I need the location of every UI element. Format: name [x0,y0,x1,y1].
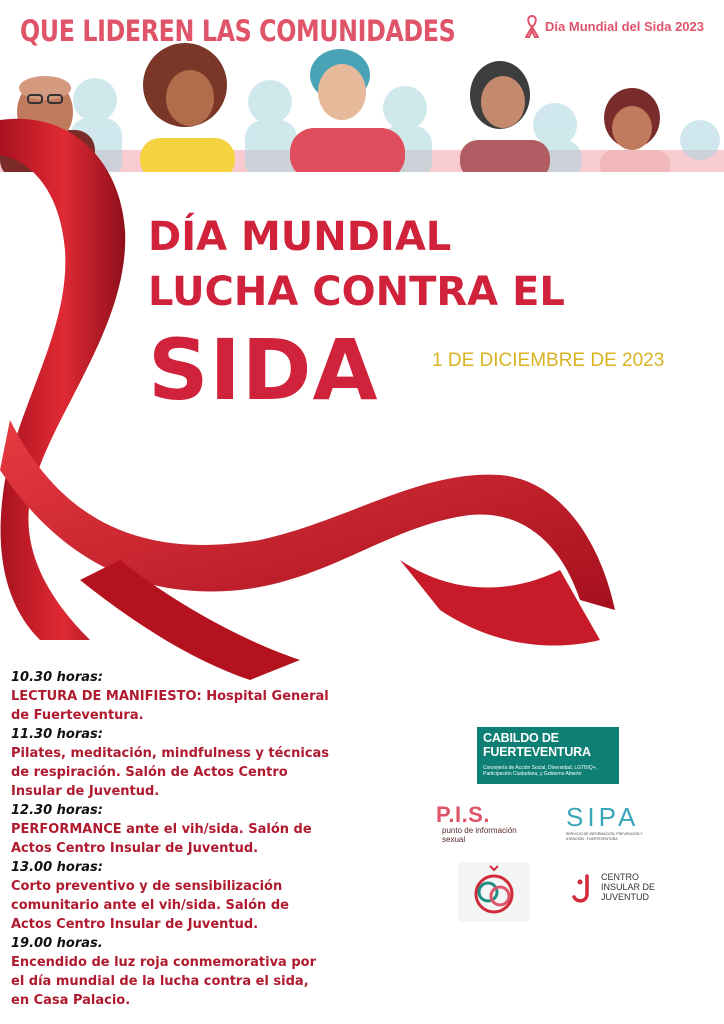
schedule-desc: Pilates, meditación, mindfulness y técnicas de respiración. Salón de Actos Centro Insular de Juventud. [11,746,330,799]
main-title [148,210,565,420]
sipa-name: SIPA [566,802,640,832]
schedule-time: 10.30 horas: [11,670,103,685]
schedule-item [11,801,331,858]
schedule-item [11,668,331,725]
cabildo-name-2: FUERTEVENTURA [483,745,591,759]
title-line-1: DÍA MUNDIAL [148,214,452,260]
badge-text: Día Mundial del Sida 2023 [545,18,704,34]
title-big: SIDA [148,321,379,419]
schedule-time: 12.30 horas: [11,803,103,818]
schedule-desc: Encendido de luz roja conmemorativa por el día mundial de la lucha contra el sida, en Casa Palacio. [11,955,316,1008]
title-line-2: LUCHA CONTRA EL [148,269,565,315]
sipa-subtitle: SERVICIO DE INFORMACIÓN, PREVENCIÓN Y ATENCIÓN · FUERTEVENTURA [566,832,643,841]
schedule-time: 13.00 horas: [11,860,103,875]
schedule-desc: PERFORMANCE ante el vih/sida. Salón de Actos Centro Insular de Juventud. [11,822,312,856]
schedule-time: 11.30 horas: [11,727,103,742]
cij-text: CENTRO INSULAR DE JUVENTUD [601,872,656,902]
pis-name: P.I.S. [436,802,490,827]
sipa-logo [566,804,656,842]
schedule-item [11,858,331,934]
pis-subtitle: punto de información sexual [442,826,517,844]
top-slogan: QUE LIDEREN LAS COMUNIDADES [20,14,456,48]
cabildo-subtitle: Consejería de Acción Social, Diversidad, LGTBIQ+, Participación Ciudadana, y Gobierno Abierto [483,765,598,777]
schedule-desc: LECTURA DE MANIFIESTO: Hospital General de Fuerteventura. [11,689,329,723]
schedule-desc: Corto preventivo y de sensibilización comunitario ante el vih/sida. Salón de Actos Centro Insular de Juventud. [11,879,289,932]
cabildo-name-1: CABILDO DE [483,731,559,745]
cij-logo [571,872,655,906]
cabildo-logo [477,727,619,784]
schedule [11,668,331,1010]
schedule-item [11,934,331,1010]
pis-logo [436,802,540,844]
cij-mark-icon [571,872,595,906]
schedule-item [11,725,331,801]
event-date: 1 DE DICIEMBRE DE 2023 [432,350,665,371]
schedule-time: 19.00 horas. [11,936,103,951]
diversidad-logo [458,862,530,922]
